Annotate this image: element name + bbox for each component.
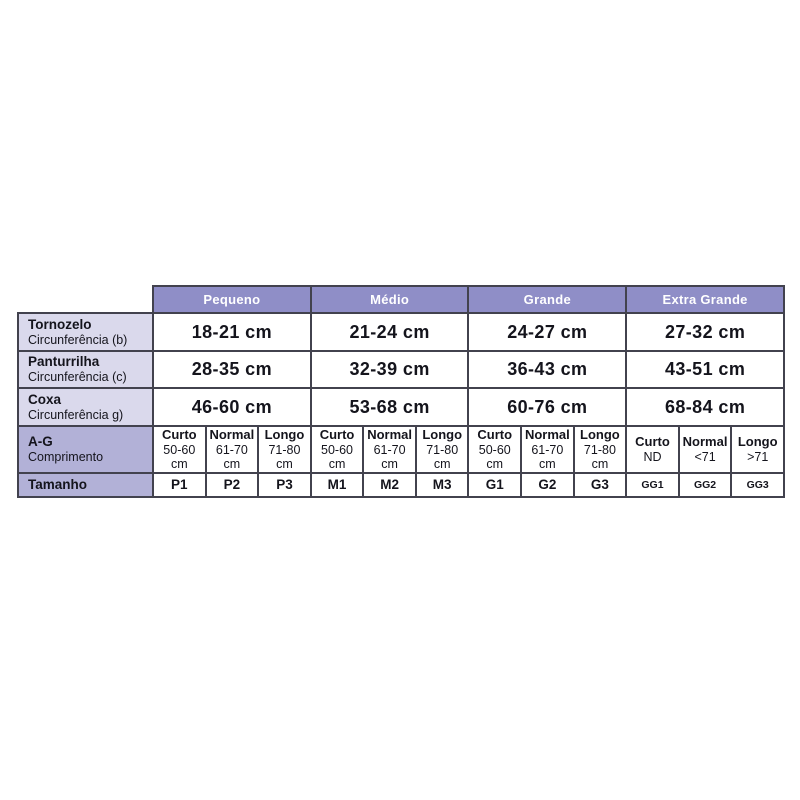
- measurement-row-tornozelo: [18, 313, 784, 351]
- length-row: [18, 426, 784, 473]
- row-label-panturrilha: [18, 351, 153, 388]
- length-range: ND: [643, 449, 662, 464]
- length-range: 71-80 cm: [583, 442, 616, 471]
- length-option-cell: [626, 426, 679, 473]
- row-label-subtitle: Circunferência (b): [28, 332, 128, 347]
- length-name: Normal: [682, 434, 728, 449]
- size-code-cell: G2: [521, 473, 574, 497]
- length-range: 61-70 cm: [215, 442, 248, 471]
- measurement-value-cell: 27-32 cm: [626, 313, 784, 351]
- length-name: Longo: [264, 427, 305, 442]
- row-label-title: Tamanho: [28, 476, 88, 492]
- length-name: Longo: [580, 427, 620, 442]
- size-group-header-pequeno: Pequeno: [153, 286, 311, 313]
- size-code-cell: GG1: [626, 473, 679, 497]
- size-code-cell: M2: [363, 473, 416, 497]
- size-code-cell: P3: [258, 473, 311, 497]
- size-header-row: [18, 286, 784, 313]
- length-range: 71-80 cm: [426, 442, 459, 471]
- length-name: Curto: [161, 427, 197, 442]
- row-label-title: Panturrilha: [28, 354, 100, 370]
- measurement-row-coxa: [18, 388, 784, 426]
- measurement-value-cell: 18-21 cm: [153, 313, 311, 351]
- row-label-tamanho: [18, 473, 153, 497]
- size-chart-table: [17, 285, 785, 498]
- length-range: 50-60 cm: [478, 442, 511, 471]
- measurement-value-cell: 28-35 cm: [153, 351, 311, 388]
- length-range: 50-60 cm: [163, 442, 196, 471]
- length-option-cell: [521, 426, 574, 473]
- length-option-cell: [153, 426, 206, 473]
- length-option-cell: [206, 426, 259, 473]
- size-code-cell: G3: [574, 473, 627, 497]
- length-option-cell: [258, 426, 311, 473]
- length-name: Normal: [367, 427, 412, 442]
- measurement-value-cell: 53-68 cm: [311, 388, 469, 426]
- size-code-cell: M1: [311, 473, 364, 497]
- length-range: 61-70 cm: [531, 442, 564, 471]
- size-group-header-extra-grande: Extra Grande: [626, 286, 784, 313]
- measurement-value-cell: 24-27 cm: [468, 313, 626, 351]
- row-label-subtitle: Circunferência (c): [28, 370, 127, 385]
- row-label-title: Tornozelo: [28, 316, 92, 332]
- length-name: Normal: [209, 427, 255, 442]
- measurement-value-cell: 36-43 cm: [468, 351, 626, 388]
- length-range: 61-70 cm: [373, 442, 406, 471]
- row-label-coxa: [18, 388, 153, 426]
- measurement-value-cell: 21-24 cm: [311, 313, 469, 351]
- length-range: 71-80 cm: [268, 442, 301, 471]
- length-name: Longo: [422, 427, 463, 442]
- length-option-cell: [574, 426, 627, 473]
- length-name: Curto: [477, 427, 513, 442]
- row-label-ag-comprimento: [18, 426, 153, 473]
- length-option-cell: [416, 426, 469, 473]
- size-code-cell: G1: [468, 473, 521, 497]
- size-code-cell: P1: [153, 473, 206, 497]
- row-label-subtitle: Comprimento: [28, 449, 104, 464]
- measurement-value-cell: 43-51 cm: [626, 351, 784, 388]
- length-range: >71: [747, 449, 769, 464]
- row-label-title: A-G: [28, 433, 53, 449]
- size-code-cell: M3: [416, 473, 469, 497]
- measurement-value-cell: 60-76 cm: [468, 388, 626, 426]
- length-name: Longo: [737, 434, 778, 449]
- size-code-cell: GG2: [679, 473, 732, 497]
- row-label-subtitle: Circunferência g): [28, 407, 124, 422]
- table-corner-spacer: [18, 286, 153, 313]
- length-range: 50-60 cm: [321, 442, 354, 471]
- size-code-row: [18, 473, 784, 497]
- measurement-row-panturrilha: [18, 351, 784, 388]
- length-option-cell: [311, 426, 364, 473]
- length-option-cell: [731, 426, 784, 473]
- length-range: <71: [694, 449, 716, 464]
- measurement-value-cell: 68-84 cm: [626, 388, 784, 426]
- size-group-header-medio: Médio: [311, 286, 469, 313]
- measurement-value-cell: 32-39 cm: [311, 351, 469, 388]
- length-option-cell: [363, 426, 416, 473]
- length-name: Curto: [319, 427, 355, 442]
- length-name: Curto: [635, 434, 670, 449]
- size-code-cell: GG3: [731, 473, 784, 497]
- row-label-title: Coxa: [28, 391, 62, 407]
- size-code-cell: P2: [206, 473, 259, 497]
- row-label-tornozelo: [18, 313, 153, 351]
- length-name: Normal: [524, 427, 570, 442]
- size-group-header-grande: Grande: [468, 286, 626, 313]
- length-option-cell: [679, 426, 732, 473]
- length-option-cell: [468, 426, 521, 473]
- measurement-value-cell: 46-60 cm: [153, 388, 311, 426]
